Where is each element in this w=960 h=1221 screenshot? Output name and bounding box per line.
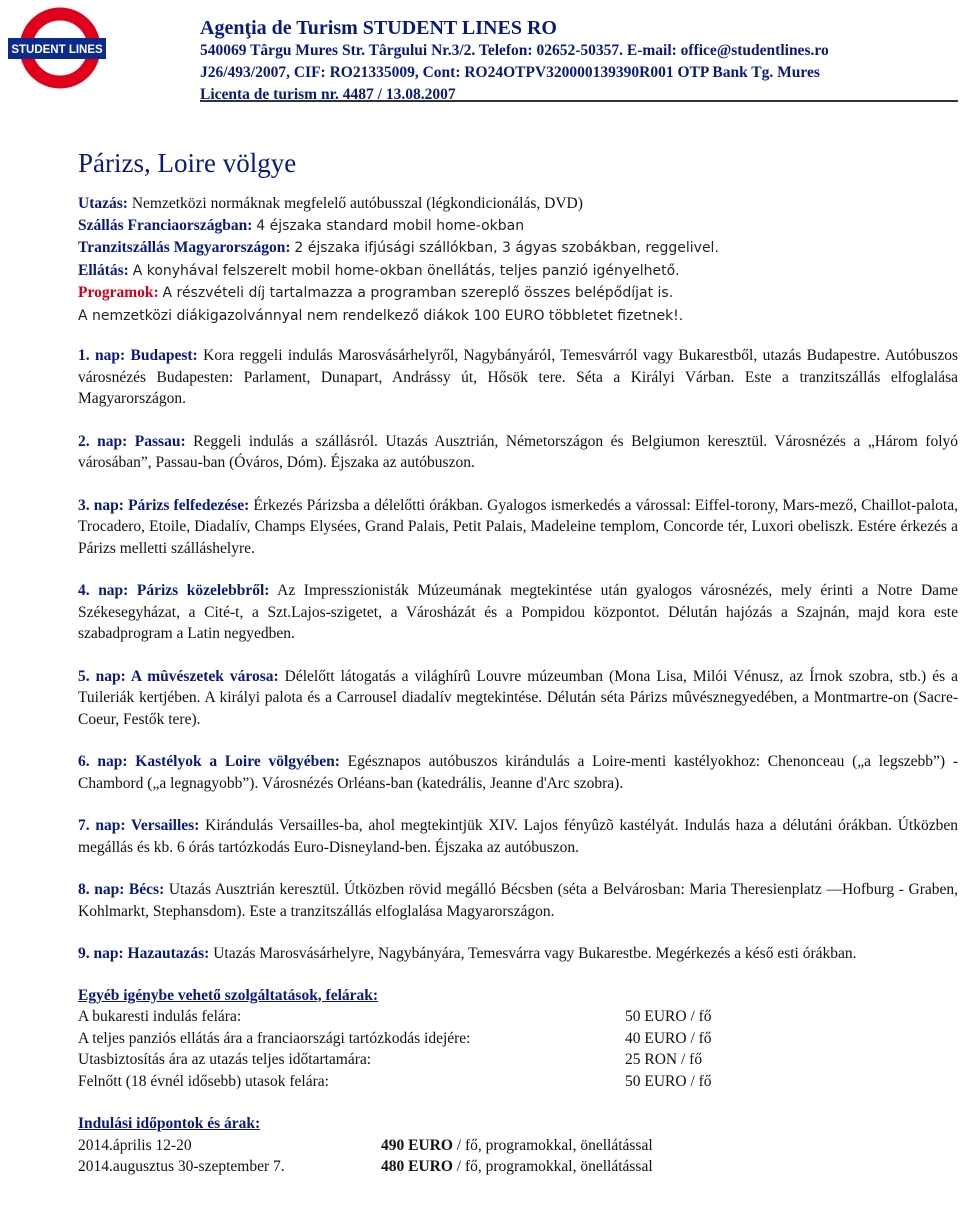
day-7: 7. nap: Versailles: Kirándulás Versailles-ba, ahol megtekintjük XIV. Lajos fényûzõ kastélyát. Indulás haza a délutáni órákban. Útközben megállás és kb. 6 órás tartózkodás Euro-Disneyland-ben. Éjszaka az autóbuszon. xyxy=(78,817,958,856)
company-license: Licenta de turism nr. 4487 / 13.08.2007 xyxy=(200,86,456,103)
extras-table xyxy=(78,1006,712,1092)
info-student-note: A nemzetközi diákigazolvánnyal nem rendelkező diákok 100 EURO többletet fizetnek!. xyxy=(78,307,684,324)
day-5: 5. nap: A mûvészetek városa: Délelőtt látogatás a világhírû Louvre múzeumban (Mona Lisa, Milói Vénusz, az Írnok szobra, stb.) és a Tuileriák kertjében. A királyi palota és a Carrousel diadalív megtekintése. Délután séta Párizs mûvésznegyedében, a Montmartre-on (Sacre-Coeur, Festők tere). xyxy=(78,667,958,728)
info-meals: Ellátás: A konyhával felszerelt mobil home-okban önellátás, teljes panzió igényelhető. xyxy=(78,261,680,279)
day-3: 3. nap: Párizs felfedezése: Érkezés Párizsba a délelőtti órákban. Gyalogos ismerkedés a várossal: Eiffel-torony, Mars-mező, Chaillot-palota, Trocadero, Etoile, Diadalív, Champs Elysées, Grand Palais, Petit Palais, Madeleine templom, Concorde tér, Luxori obeliszk. Estére érkezés a Párizs melletti szálláshelyre. xyxy=(78,496,958,557)
day-2: 2. nap: Passau: Reggeli indulás a szállásról. Utazás Ausztrián, Németországon és Belgiumon keresztül. Városnézés a „Három folyó városában”, Passau-ban (Óváros, Dóm). Éjszaka az autóbuszon. xyxy=(78,432,959,471)
company-address: 540069 Târgu Mures Str. Târgului Nr.3/2. Telefon: 02652-50357. E-mail: office@studentlines.ro xyxy=(200,42,829,59)
info-travel: Utazás: Nemzetközi normáknak megfelelő autóbusszal (légkondicionálás, DVD) xyxy=(78,195,583,212)
company-registry: J26/493/2007, CIF: RO21335009, Cont: RO24OTPV320000139390R001 OTP Bank Tg. Mures xyxy=(200,64,820,81)
company-name: Agenţia de Turism STUDENT LINES RO xyxy=(200,17,557,39)
info-programs: Programok: A részvételi díj tartalmazza a programban szereplő összes belépődíjat is. xyxy=(78,284,674,301)
itinerary xyxy=(78,345,958,965)
page-title: Párizs, Loire völgye xyxy=(78,148,297,178)
day-8: 8. nap: Bécs: Utazás Ausztrián keresztül. Útközben rövid megálló Bécsben (séta a Belvárosban: Maria Theresienplatz —Hofburg - Graben, Kohlmarkt, Stephansdom). Este a tranzitszállás elfoglalása Magyarországon. xyxy=(78,881,958,920)
logo-text: STUDENT LINES xyxy=(11,44,103,56)
info-transit: Tranzitszállás Magyarországon: 2 éjszaka ifjúsági szállókban, 3 ágyas szobákban, reggelivel. xyxy=(78,239,719,256)
table-row: Felnőtt (18 évnél idősebb) utasok felára: 50 EURO / fő xyxy=(78,1072,712,1090)
table-row: A bukaresti indulás felára: 50 EURO / fő xyxy=(78,1008,712,1025)
departures-heading: Indulási időpontok és árak: xyxy=(78,1115,261,1132)
header-divider xyxy=(200,100,958,102)
table-row: 2014.április 12-20 490 EURO / fő, programokkal, önellátással xyxy=(78,1136,653,1154)
table-row: 2014.augusztus 30-szeptember 7. 480 EURO / fő, programokkal, önellátással xyxy=(78,1158,653,1175)
table-row: Utasbiztosítás ára az utazás teljes időtartamára: 25 RON / fő xyxy=(78,1051,703,1068)
table-row: A teljes panziós ellátás ára a franciaországi tartózkodás idejére: 40 EURO / fő xyxy=(78,1029,712,1047)
day-9: 9. nap: Hazautazás: Utazás Marosvásárhelyre, Nagybányára, Temesvárra vagy Bukarestbe. Megérkezés a késő esti órákban. xyxy=(78,945,857,962)
departures-table xyxy=(78,1135,653,1178)
document-body xyxy=(78,193,958,1178)
trip-info xyxy=(78,193,958,327)
day-1: 1. nap: Budapest: Kora reggeli indulás Marosvásárhelyről, Nagybányáról, Temesvárról vagy Bukarestből, utazás Budapestre. Autóbuszos városnézés Budapesten: Parlament, Dunapart, Andrássy út, Hősök tere. Séta a Királyi Várban. Este a tranzitszállás elfoglalása Magyarországon. xyxy=(78,347,959,407)
day-4: 4. nap: Párizs közelebbről: Az Impresszionisták Múzeumának megtekintése után gyalogos városnézés, mely érinti a Notre Dame Székesegyházat, a Cité-t, a Szt.Lajos-szigetet, a Városházát és a Pompidou központot. Délután hajózás a Szajnán, majd kora este szabadprogram a Latin negyedben. xyxy=(78,582,958,642)
day-6: 6. nap: Kastélyok a Loire völgyében: Egésznapos autóbuszos kirándulás a Loire-menti kastélyokhoz: Chenonceau („a legszebb”) - Chambord („a legnagyobb”). Városnézés Orléans-ban (katedrális, Jeanne d'Arc szobra). xyxy=(78,753,958,792)
student-lines-logo xyxy=(8,5,106,91)
info-lodging: Szállás Franciaországban: 4 éjszaka standard mobil home-okban xyxy=(78,216,525,234)
extras-heading: Egyéb igénybe vehető szolgáltatások, felárak: xyxy=(78,986,379,1004)
letterhead xyxy=(200,16,940,106)
